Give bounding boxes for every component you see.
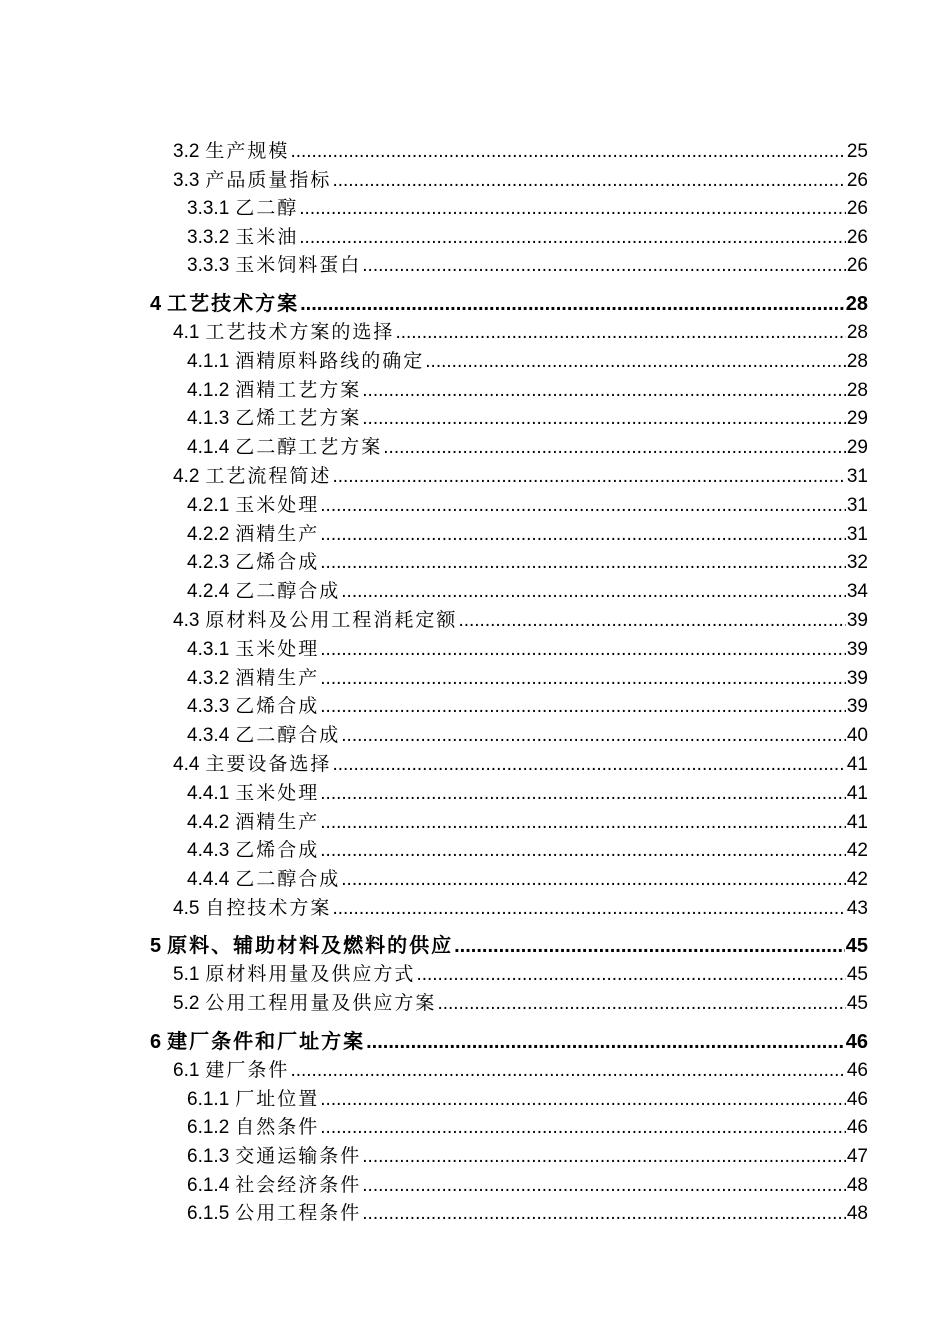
toc-entry-number: 5	[150, 935, 162, 957]
toc-entry[interactable]	[173, 321, 868, 345]
toc-dot-leader	[299, 197, 846, 221]
toc-entry-title: 厂址位置	[235, 1089, 320, 1110]
toc-dot-leader	[320, 782, 846, 806]
toc-page-number: 29	[846, 437, 868, 458]
toc-entry-number: 4.1.2	[187, 380, 230, 401]
toc-dot-leader	[362, 254, 846, 278]
toc-page-number: 45	[846, 993, 868, 1014]
toc-entry-title: 工艺技术方案	[167, 293, 300, 315]
toc-dot-leader	[320, 667, 846, 691]
toc-page-number: 26	[846, 170, 868, 191]
toc-dot-leader	[425, 350, 846, 374]
toc-entry-title: 原料、辅助材料及燃料的供应	[167, 935, 454, 957]
toc-page-number: 46	[846, 1089, 868, 1110]
toc-entry[interactable]	[173, 1059, 868, 1083]
toc-entry-number: 4.1.1	[187, 351, 230, 372]
toc-entry-number: 4.2.2	[187, 524, 230, 545]
toc-entry[interactable]	[187, 1088, 868, 1112]
toc-dot-leader	[290, 1059, 845, 1083]
toc-entry-title: 酒精原料路线的确定	[235, 351, 425, 372]
toc-page-number: 31	[846, 495, 868, 516]
toc-dot-leader	[320, 839, 846, 863]
toc-entry-title: 酒精生产	[235, 668, 320, 689]
toc-page-number: 26	[846, 198, 868, 219]
toc-page-number: 45	[845, 935, 868, 957]
toc-entry[interactable]	[187, 1116, 868, 1140]
toc-entry-title: 玉米处理	[235, 639, 320, 660]
toc-page-number: 43	[846, 898, 868, 919]
toc-entry-number: 4.4	[173, 754, 200, 775]
toc-page-number: 46	[846, 1060, 868, 1081]
toc-entry[interactable]	[187, 782, 868, 806]
toc-dot-leader	[362, 379, 846, 403]
toc-entry[interactable]	[173, 140, 868, 164]
toc-entry[interactable]	[187, 254, 868, 278]
toc-page-number: 39	[846, 668, 868, 689]
toc-entry[interactable]	[187, 667, 868, 691]
toc-chapter-entry[interactable]	[150, 1030, 868, 1054]
toc-dot-leader	[362, 1202, 846, 1226]
toc-entry-title: 主要设备选择	[205, 754, 332, 775]
toc-entry[interactable]	[173, 169, 868, 193]
toc-entry-number: 4.2	[173, 466, 200, 487]
toc-entry[interactable]	[187, 407, 868, 431]
toc-dot-leader	[341, 724, 846, 748]
toc-page-number: 47	[846, 1146, 868, 1167]
toc-entry-number: 4.5	[173, 898, 200, 919]
toc-entry-number: 3.3	[173, 170, 200, 191]
toc-entry-title: 工艺流程简述	[205, 466, 332, 487]
toc-entry-number: 3.3.1	[187, 198, 230, 219]
toc-dot-leader	[320, 695, 846, 719]
toc-entry-title: 自然条件	[235, 1117, 320, 1138]
toc-dot-leader	[320, 551, 846, 575]
toc-dot-leader	[366, 1030, 845, 1054]
toc-entry[interactable]	[187, 1174, 868, 1198]
toc-dot-leader	[300, 292, 845, 316]
toc-entry-title: 产品质量指标	[205, 170, 332, 191]
toc-dot-leader	[332, 465, 845, 489]
toc-dot-leader	[416, 963, 845, 987]
toc-entry-title: 乙烯合成	[235, 696, 320, 717]
toc-entry[interactable]	[187, 551, 868, 575]
toc-entry-number: 4.2.4	[187, 581, 230, 602]
toc-dot-leader	[332, 169, 845, 193]
toc-entry-title: 乙烯合成	[235, 552, 320, 573]
toc-entry[interactable]	[173, 465, 868, 489]
toc-entry-number: 4.3	[173, 610, 200, 631]
toc-entry-number: 4.4.1	[187, 783, 230, 804]
toc-entry-number: 4.1	[173, 322, 200, 343]
toc-entry-title: 建厂条件	[205, 1060, 290, 1081]
toc-entry-number: 6.1	[173, 1060, 200, 1081]
toc-entry[interactable]	[187, 724, 868, 748]
toc-page-number: 39	[846, 610, 868, 631]
toc-dot-leader	[332, 753, 845, 777]
toc-page-number: 32	[846, 552, 868, 573]
toc-page-number: 48	[846, 1175, 868, 1196]
toc-entry-title: 公用工程条件	[235, 1203, 362, 1224]
toc-entry-number: 4.1.3	[187, 408, 230, 429]
toc-entry[interactable]	[187, 350, 868, 374]
toc-page-number: 41	[846, 812, 868, 833]
toc-page-number: 34	[846, 581, 868, 602]
toc-entry[interactable]	[173, 753, 868, 777]
toc-entry-number: 4.2.1	[187, 495, 230, 516]
toc-entry-number: 3.2	[173, 141, 200, 162]
toc-chapter-entry[interactable]	[150, 934, 868, 958]
toc-page-number: 41	[846, 783, 868, 804]
toc-entry-number: 3.3.3	[187, 255, 230, 276]
toc-entry-title: 乙二醇合成	[235, 581, 341, 602]
toc-entry-number: 4.1.4	[187, 437, 230, 458]
toc-entry-title: 原材料用量及供应方式	[205, 964, 416, 985]
toc-entry-title: 乙二醇合成	[235, 725, 341, 746]
toc-entry-title: 交通运输条件	[235, 1146, 362, 1167]
toc-page-number: 39	[846, 639, 868, 660]
toc-entry[interactable]	[173, 992, 868, 1016]
toc-entry[interactable]	[187, 226, 868, 250]
toc-dot-leader	[341, 580, 846, 604]
toc-dot-leader	[320, 1116, 846, 1140]
toc-dot-leader	[395, 321, 845, 345]
toc-entry-title: 生产规模	[205, 141, 290, 162]
toc-dot-leader	[458, 609, 845, 633]
toc-entry-number: 4	[150, 293, 162, 315]
toc-chapter-entry[interactable]	[150, 292, 868, 316]
toc-entry[interactable]	[173, 963, 868, 987]
toc-entry-title: 乙二醇工艺方案	[235, 437, 383, 458]
toc-page-number: 41	[846, 754, 868, 775]
toc-entry[interactable]	[187, 379, 868, 403]
toc-entry[interactable]	[187, 1202, 868, 1226]
toc-entry-title: 原材料及公用工程消耗定额	[205, 610, 458, 631]
toc-dot-leader	[320, 638, 846, 662]
toc-entry-title: 建厂条件和厂址方案	[167, 1031, 366, 1053]
toc-entry-title: 玉米油	[235, 227, 299, 248]
toc-dot-leader	[290, 140, 845, 164]
toc-dot-leader	[299, 226, 846, 250]
toc-page-number: 28	[845, 293, 868, 315]
toc-entry[interactable]	[187, 811, 868, 835]
toc-entry-number: 6.1.3	[187, 1146, 230, 1167]
toc-dot-leader	[320, 1088, 846, 1112]
toc-entry[interactable]	[187, 494, 868, 518]
toc-entry-title: 乙二醇	[235, 198, 299, 219]
toc-entry-number: 4.4.4	[187, 869, 230, 890]
toc-entry[interactable]	[187, 695, 868, 719]
toc-entry[interactable]	[187, 197, 868, 221]
toc-dot-leader	[320, 811, 846, 835]
toc-entry-number: 4.3.1	[187, 639, 230, 660]
toc-dot-leader	[454, 934, 845, 958]
toc-entry-title: 玉米处理	[235, 783, 320, 804]
toc-entry-number: 4.2.3	[187, 552, 230, 573]
toc-entry-title: 玉米处理	[235, 495, 320, 516]
toc-entry[interactable]	[187, 523, 868, 547]
toc-dot-leader	[362, 407, 846, 431]
toc-entry-number: 6.1.4	[187, 1175, 230, 1196]
toc-dot-leader	[332, 897, 845, 921]
toc-page-number: 29	[846, 408, 868, 429]
toc-page-number: 26	[846, 255, 868, 276]
toc-entry-number: 4.3.4	[187, 725, 230, 746]
toc-entry[interactable]	[187, 1145, 868, 1169]
toc-page-number: 45	[846, 964, 868, 985]
toc-entry-title: 社会经济条件	[235, 1175, 362, 1196]
toc-page-number: 25	[846, 141, 868, 162]
toc-entry-title: 乙烯合成	[235, 840, 320, 861]
toc-entry-number: 6.1.2	[187, 1117, 230, 1138]
toc-dot-leader	[383, 436, 846, 460]
toc-entry-number: 4.3.2	[187, 668, 230, 689]
toc-dot-leader	[362, 1145, 846, 1169]
toc-entry-number: 3.3.2	[187, 227, 230, 248]
toc-page-number: 28	[846, 380, 868, 401]
toc-page-number: 42	[846, 869, 868, 890]
toc-entry-title: 酒精工艺方案	[235, 380, 362, 401]
toc-dot-leader	[362, 1174, 846, 1198]
toc-entry[interactable]	[187, 868, 868, 892]
toc-page-number: 48	[846, 1203, 868, 1224]
toc-entry-number: 6	[150, 1031, 162, 1053]
toc-entry-number: 5.1	[173, 964, 200, 985]
toc-entry-number: 4.4.2	[187, 812, 230, 833]
toc-entry-number: 4.3.3	[187, 696, 230, 717]
toc-entry-title: 玉米饲料蛋白	[235, 255, 362, 276]
toc-entry-number: 4.4.3	[187, 840, 230, 861]
toc-entry-number: 5.2	[173, 993, 200, 1014]
toc-entry-title: 酒精生产	[235, 524, 320, 545]
toc-entry-title: 工艺技术方案的选择	[205, 322, 395, 343]
toc-page-number: 39	[846, 696, 868, 717]
toc-entry[interactable]	[187, 580, 868, 604]
toc-page-number: 40	[846, 725, 868, 746]
toc-dot-leader	[320, 523, 846, 547]
toc-page-number: 46	[845, 1031, 868, 1053]
toc-entry[interactable]	[173, 609, 868, 633]
toc-entry[interactable]	[187, 839, 868, 863]
toc-entry-title: 酒精生产	[235, 812, 320, 833]
toc-page-number: 31	[846, 524, 868, 545]
toc-page-number: 31	[846, 466, 868, 487]
toc-dot-leader	[320, 494, 846, 518]
toc-page-number: 46	[846, 1117, 868, 1138]
toc-page-number: 28	[846, 322, 868, 343]
toc-entry[interactable]	[187, 638, 868, 662]
toc-dot-leader	[437, 992, 845, 1016]
toc-entry-number: 6.1.5	[187, 1203, 230, 1224]
toc-page-number: 42	[846, 840, 868, 861]
toc-entry[interactable]	[187, 436, 868, 460]
toc-entry-title: 公用工程用量及供应方案	[205, 993, 437, 1014]
toc-page-number: 28	[846, 351, 868, 372]
toc-entry-title: 自控技术方案	[205, 898, 332, 919]
toc-dot-leader	[341, 868, 846, 892]
toc-entry-title: 乙烯工艺方案	[235, 408, 362, 429]
toc-entry-title: 乙二醇合成	[235, 869, 341, 890]
toc-entry[interactable]	[173, 897, 868, 921]
toc-page-number: 26	[846, 227, 868, 248]
toc-entry-number: 6.1.1	[187, 1089, 230, 1110]
